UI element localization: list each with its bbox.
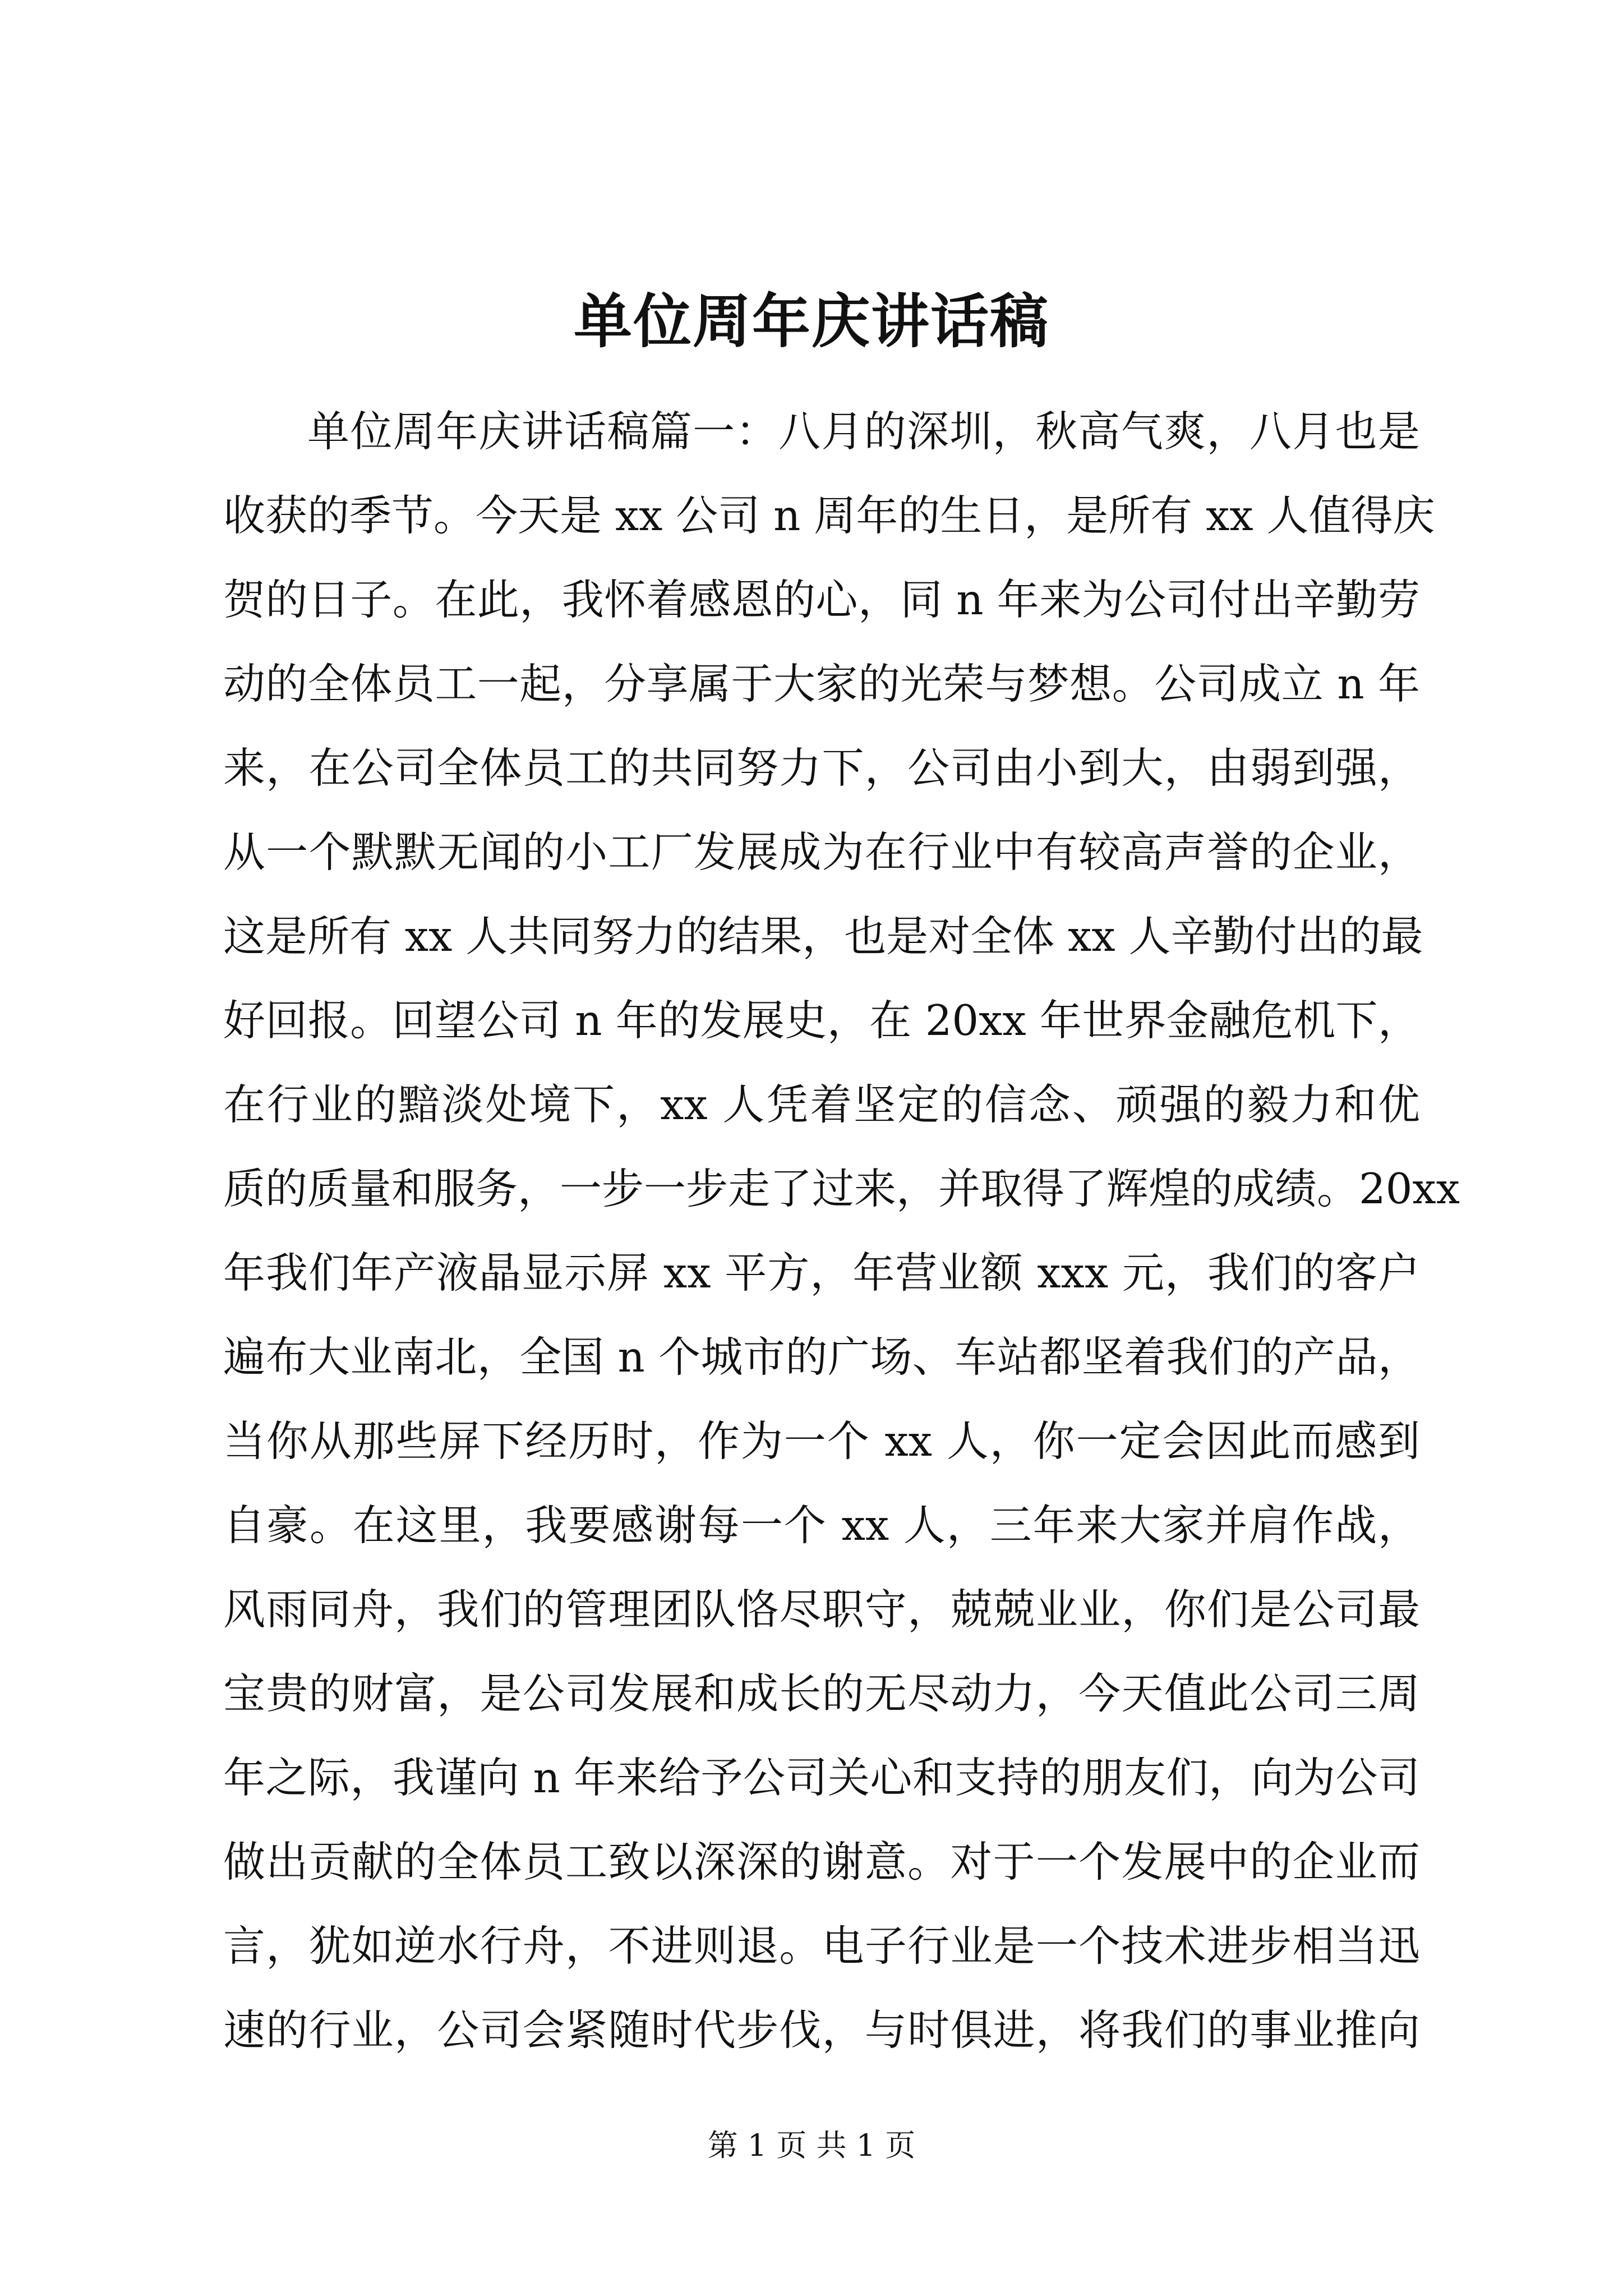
body-line: 从一个默默无闻的小工厂发展成为在行业中有较高声誉的企业， [223,827,1420,877]
body-line: 在行业的黯淡处境下，xx 人凭着坚定的信念、顽强的毅力和优 [223,1080,1420,1129]
body-line: 做出贡献的全体员工致以深深的谢意。对于一个发展中的企业而 [223,1837,1420,1887]
body-line: 风雨同舟，我们的管理团队恪尽职守，兢兢业业，你们是公司最 [223,1585,1420,1634]
body-line: 来，在公司全体员工的共同努力下，公司由小到大，由弱到强， [223,743,1420,793]
body-line: 贺的日子。在此，我怀着感恩的心，同 n 年来为公司付出辛勤劳 [223,575,1420,624]
body-line: 质的质量和服务，一步一步走了过来，并取得了辉煌的成绩。20xx [223,1164,1460,1213]
body-line: 单位周年庆讲话稿篇一：八月的深圳，秋高气爽，八月也是 [307,407,1420,456]
page-footer: 第 1 页 共 1 页 [707,2128,916,2163]
body-line: 言，犹如逆水行舟，不进则退。电子行业是一个技术进步相当迅 [223,1921,1420,1971]
body-line: 好回报。回望公司 n 年的发展史，在 20xx 年世界金融危机下， [223,996,1420,1045]
body-line: 年之际，我谨向 n 年来给予公司关心和支持的朋友们，向为公司 [223,1753,1420,1802]
body-line: 当你从那些屏下经历时，作为一个 xx 人，你一定会因此而感到 [223,1416,1420,1466]
body-line: 自豪。在这里，我要感谢每一个 xx 人，三年来大家并肩作战， [223,1501,1420,1550]
document-body [223,389,1460,2072]
document-title: 单位周年庆讲话稿 [573,287,1049,356]
body-line: 年我们年产液晶显示屏 xx 平方，年营业额 xxx 元，我们的客户 [223,1248,1420,1297]
body-line: 速的行业，公司会紧随时代步伐，与时俱进，将我们的事业推向 [223,2005,1420,2055]
body-line: 这是所有 xx 人共同努力的结果，也是对全体 xx 人辛勤付出的最 [223,912,1423,961]
body-line: 遍布大业南北，全国 n 个城市的广场、车站都坚着我们的产品， [223,1332,1420,1382]
body-line: 收获的季节。今天是 xx 公司 n 周年的生日，是所有 xx 人值得庆 [223,491,1435,540]
body-line: 宝贵的财富，是公司发展和成长的无尽动力，今天值此公司三周 [223,1669,1420,1718]
body-line: 动的全体员工一起，分享属于大家的光荣与梦想。公司成立 n 年 [223,659,1420,708]
